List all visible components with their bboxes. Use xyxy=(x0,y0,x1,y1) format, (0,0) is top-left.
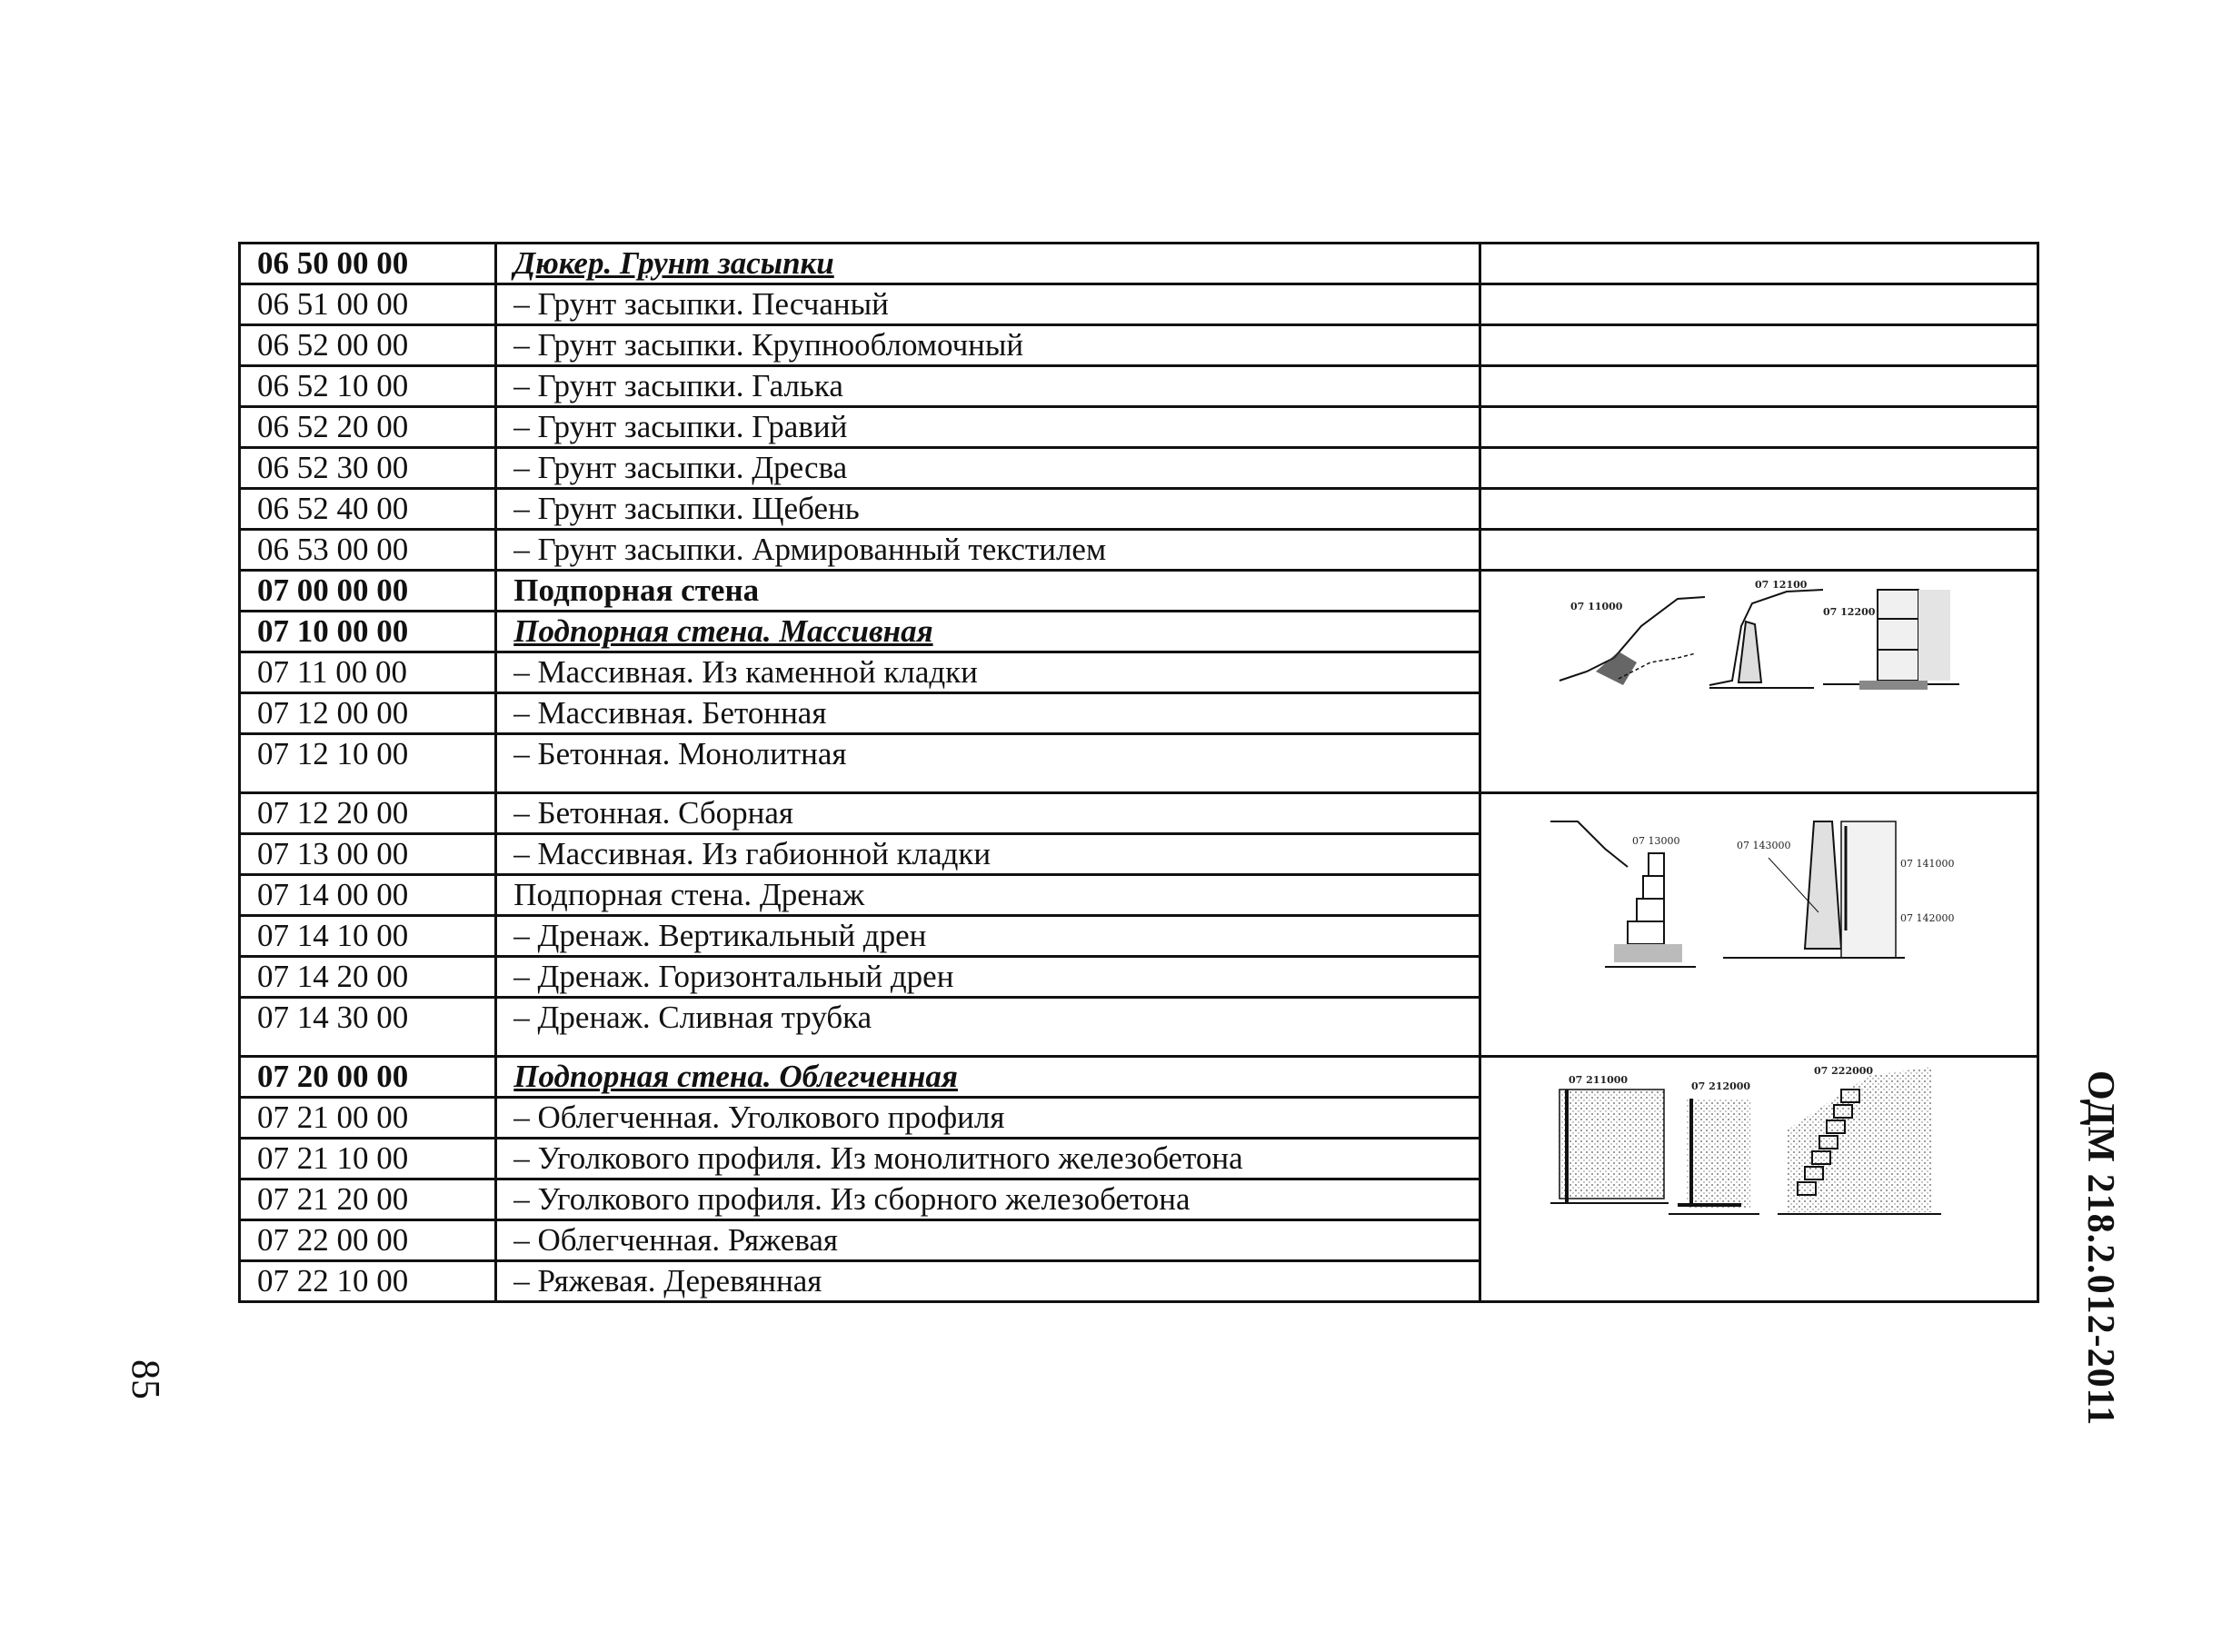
angle-profile-monolithic-sketch xyxy=(1550,1074,1669,1203)
massive-wall-figure-cell xyxy=(1480,571,2038,793)
table-row xyxy=(240,1057,2038,1098)
classification-table-sheet xyxy=(238,242,2039,1325)
code-cell: 06 51 00 00 xyxy=(240,284,496,325)
image-cell-empty xyxy=(1480,407,2038,448)
image-cell-empty xyxy=(1480,325,2038,366)
image-cell-empty xyxy=(1480,284,2038,325)
table-row xyxy=(240,448,2038,489)
svg-text:07 212000: 07 212000 xyxy=(1690,1080,1750,1092)
description-cell: Подпорная стена xyxy=(496,571,1480,612)
code-cell: 07 14 30 00 xyxy=(240,998,496,1057)
description-cell: – Уголкового профиля. Из сборного железобетона xyxy=(496,1179,1480,1220)
description-cell: – Бетонная. Монолитная xyxy=(496,734,1480,793)
code-cell: 07 21 10 00 xyxy=(240,1139,496,1179)
description-cell: Подпорная стена. Облегченная xyxy=(496,1057,1480,1098)
table-row xyxy=(240,366,2038,407)
description-cell: Подпорная стена. Дренаж xyxy=(496,875,1480,916)
image-cell-empty xyxy=(1480,530,2038,571)
code-cell: 07 11 00 00 xyxy=(240,652,496,693)
code-cell: 06 53 00 00 xyxy=(240,530,496,571)
code-cell: 07 20 00 00 xyxy=(240,1057,496,1098)
code-cell: 07 21 20 00 xyxy=(240,1179,496,1220)
table-row xyxy=(240,571,2038,612)
svg-text:07 12200: 07 12200 xyxy=(1822,606,1876,618)
description-cell: – Грунт засыпки. Песчаный xyxy=(496,284,1480,325)
table-row xyxy=(240,793,2038,834)
description-cell: – Грунт засыпки. Дресва xyxy=(496,448,1480,489)
description-cell: – Массивная. Бетонная xyxy=(496,693,1480,734)
svg-text:07 12100: 07 12100 xyxy=(1754,579,1808,591)
svg-text:07 222000: 07 222000 xyxy=(1813,1065,1873,1077)
description-cell: – Грунт засыпки. Щебень xyxy=(496,489,1480,530)
table-row xyxy=(240,244,2038,284)
crib-wall-sketch xyxy=(1778,1065,1941,1214)
description-cell: – Облегченная. Уголкового профиля xyxy=(496,1098,1480,1139)
image-cell-empty xyxy=(1480,366,2038,407)
massive-wall-diagram xyxy=(1550,572,1968,708)
gabion-wall-sketch xyxy=(1550,821,1696,967)
code-cell: 07 14 00 00 xyxy=(240,875,496,916)
description-cell: – Бетонная. Сборная xyxy=(496,793,1480,834)
description-cell: – Грунт засыпки. Крупнообломочный xyxy=(496,325,1480,366)
description-cell: – Дренаж. Сливная трубка xyxy=(496,998,1480,1057)
code-cell: 06 52 30 00 xyxy=(240,448,496,489)
description-cell: Дюкер. Грунт засыпки xyxy=(496,244,1480,284)
page-number: 85 xyxy=(124,1359,168,1399)
code-cell: 07 13 00 00 xyxy=(240,834,496,875)
code-cell: 07 22 10 00 xyxy=(240,1261,496,1302)
light-wall-figure-cell xyxy=(1480,1057,2038,1302)
svg-text:07 141000: 07 141000 xyxy=(1899,858,1955,870)
classification-table xyxy=(238,242,2039,1303)
code-cell: 07 21 00 00 xyxy=(240,1098,496,1139)
description-cell: – Дренаж. Горизонтальный дрен xyxy=(496,957,1480,998)
description-cell: – Уголкового профиля. Из монолитного железобетона xyxy=(496,1139,1480,1179)
table-row xyxy=(240,325,2038,366)
code-cell: 06 52 40 00 xyxy=(240,489,496,530)
gabion-drain-diagram xyxy=(1541,794,1978,976)
image-cell-empty xyxy=(1480,448,2038,489)
svg-text:07 13000: 07 13000 xyxy=(1631,835,1680,847)
drainage-wall-sketch xyxy=(1723,821,1955,958)
angle-profile-precast-sketch xyxy=(1669,1080,1759,1214)
code-cell: 07 22 00 00 xyxy=(240,1220,496,1261)
table-row xyxy=(240,530,2038,571)
description-cell: – Массивная. Из габионной кладки xyxy=(496,834,1480,875)
code-cell: 07 14 20 00 xyxy=(240,957,496,998)
svg-text:07 143000: 07 143000 xyxy=(1736,840,1791,851)
concrete-wall-sketch xyxy=(1709,579,1823,688)
light-wall-diagram xyxy=(1541,1058,1978,1230)
table-row xyxy=(240,407,2038,448)
table-row xyxy=(240,489,2038,530)
gabion-drain-figure-cell xyxy=(1480,793,2038,1057)
code-cell: 06 52 20 00 xyxy=(240,407,496,448)
code-cell: 06 52 00 00 xyxy=(240,325,496,366)
description-cell: – Грунт засыпки. Галька xyxy=(496,366,1480,407)
description-cell: – Грунт засыпки. Гравий xyxy=(496,407,1480,448)
code-cell: 07 10 00 00 xyxy=(240,612,496,652)
description-cell: – Массивная. Из каменной кладки xyxy=(496,652,1480,693)
svg-text:07 211000: 07 211000 xyxy=(1568,1074,1628,1086)
code-cell: 07 12 10 00 xyxy=(240,734,496,793)
code-cell: 07 12 00 00 xyxy=(240,693,496,734)
description-cell: Подпорная стена. Массивная xyxy=(496,612,1480,652)
document-code: ОДМ 218.2.012-2011 xyxy=(2079,1070,2121,1427)
description-cell: – Грунт засыпки. Армированный текстилем xyxy=(496,530,1480,571)
description-cell: – Ряжевая. Деревянная xyxy=(496,1261,1480,1302)
code-cell: 06 52 10 00 xyxy=(240,366,496,407)
code-cell: 06 50 00 00 xyxy=(240,244,496,284)
svg-text:07 142000: 07 142000 xyxy=(1899,912,1955,924)
svg-text:07 11000: 07 11000 xyxy=(1569,601,1623,612)
block-wall-sketch xyxy=(1823,590,1959,690)
code-cell: 07 14 10 00 xyxy=(240,916,496,957)
table-row xyxy=(240,284,2038,325)
code-cell: 07 00 00 00 xyxy=(240,571,496,612)
image-cell-empty xyxy=(1480,489,2038,530)
image-cell-empty xyxy=(1480,244,2038,284)
stone-masonry-sketch xyxy=(1559,597,1705,685)
description-cell: – Дренаж. Вертикальный дрен xyxy=(496,916,1480,957)
description-cell: – Облегченная. Ряжевая xyxy=(496,1220,1480,1261)
code-cell: 07 12 20 00 xyxy=(240,793,496,834)
